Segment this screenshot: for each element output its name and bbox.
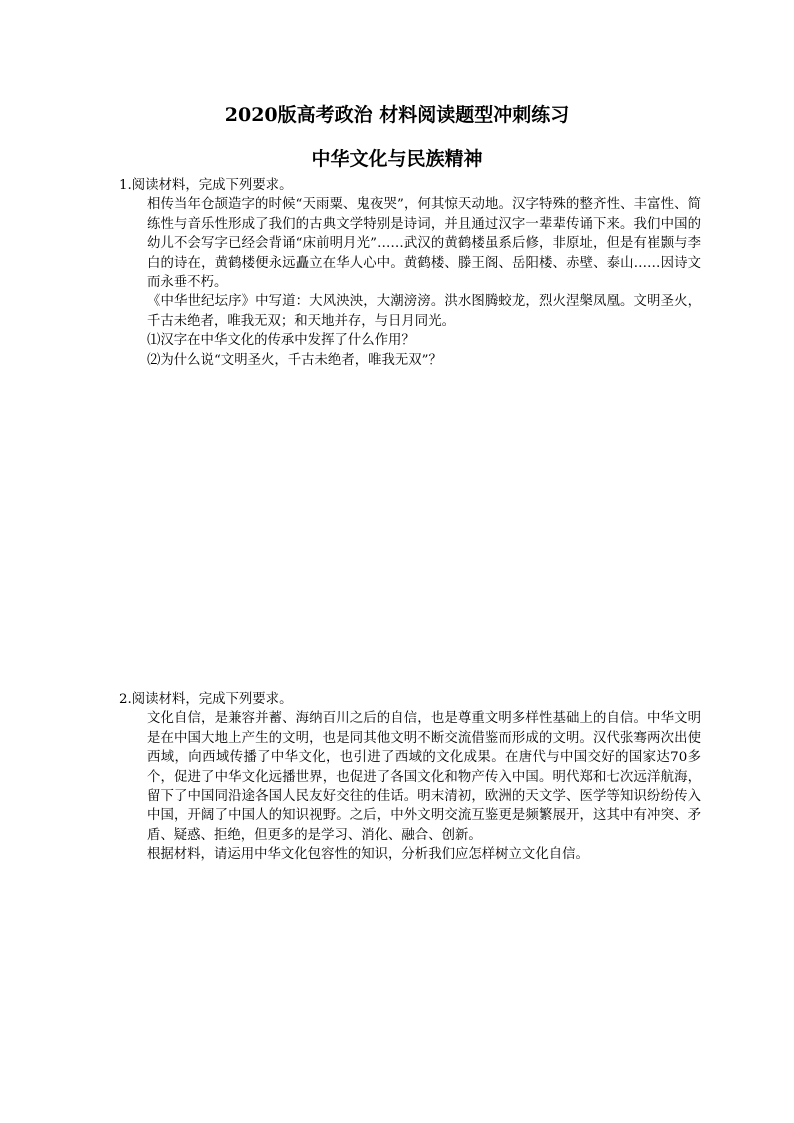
document-subtitle: 中华文化与民族精神 (311, 148, 483, 170)
question-1-sub-question-2: ⑵为什么说“文明圣火，千古未绝者，唯我无双”？ (147, 352, 442, 368)
question-1-heading: 1.阅读材料，完成下列要求。 (119, 178, 293, 193)
question-1-material-paragraph-1: 相传当年仓颉造字的时候“天雨粟、鬼夜哭”，何其惊天动地。汉字特殊的整齐性、丰富性、简练性与音乐性形成了我们的古典文学特别是诗词，并且通过汉字一辈辈传诵下来。我们中国的幼儿不会写字已经会背诵“床前明月光”……武汉的黄鹤楼虽系后修，非原址，但是有崔颢与李白的诗在，黄鹤楼便永远矗立在华人心中。黄鹤楼、滕王阁、岳阳楼、赤壁、泰山……因诗文而永垂不朽。 (147, 197, 701, 291)
question-2 (119, 690, 701, 865)
document-title: 2020版高考政治 材料阅读题型冲刺练习 (224, 104, 570, 126)
question-1 (119, 176, 701, 370)
question-2-prompt: 根据材料，请运用中华文化包容性的知识，分析我们应怎样树立文化自信。 (147, 847, 589, 863)
question-1-sub-question-1: ⑴汉字在中华文化的传承中发挥了什么作用？ (147, 333, 415, 349)
question-1-material-paragraph-2: 《中华世纪坛序》中写道：大风泱泱，大潮滂滂。洪水图腾蛟龙，烈火涅槃凤凰。文明圣火，千古未绝者，唯我无双；和天地并存，与日月同光。 (147, 294, 701, 329)
question-2-material-paragraph-1: 文化自信，是兼容并蓄、海纳百川之后的自信，也是尊重文明多样性基础上的自信。中华文明是在中国大地上产生的文明，也是同其他文明不断交流借鉴而形成的文明。汉代张骞两次出使西域，向西域传播了中华文化，也引进了西域的文化成果。在唐代与中国交好的国家达70多个，促进了中华文化远播世界，也促进了各国文化和物产传入中国。明代郑和七次远洋航海，留下了中国同沿途各国人民友好交往的佳话。明末清初，欧洲的天文学、医学等知识纷纷传入中国，开阔了中国人的知识视野。之后，中外文明交流互鉴更是频繁展开，这其中有冲突、矛盾、疑惑、拒绝，但更多的是学习、消化、融合、创新。 (147, 711, 701, 843)
question-2-heading: 2.阅读材料，完成下列要求。 (119, 692, 293, 707)
